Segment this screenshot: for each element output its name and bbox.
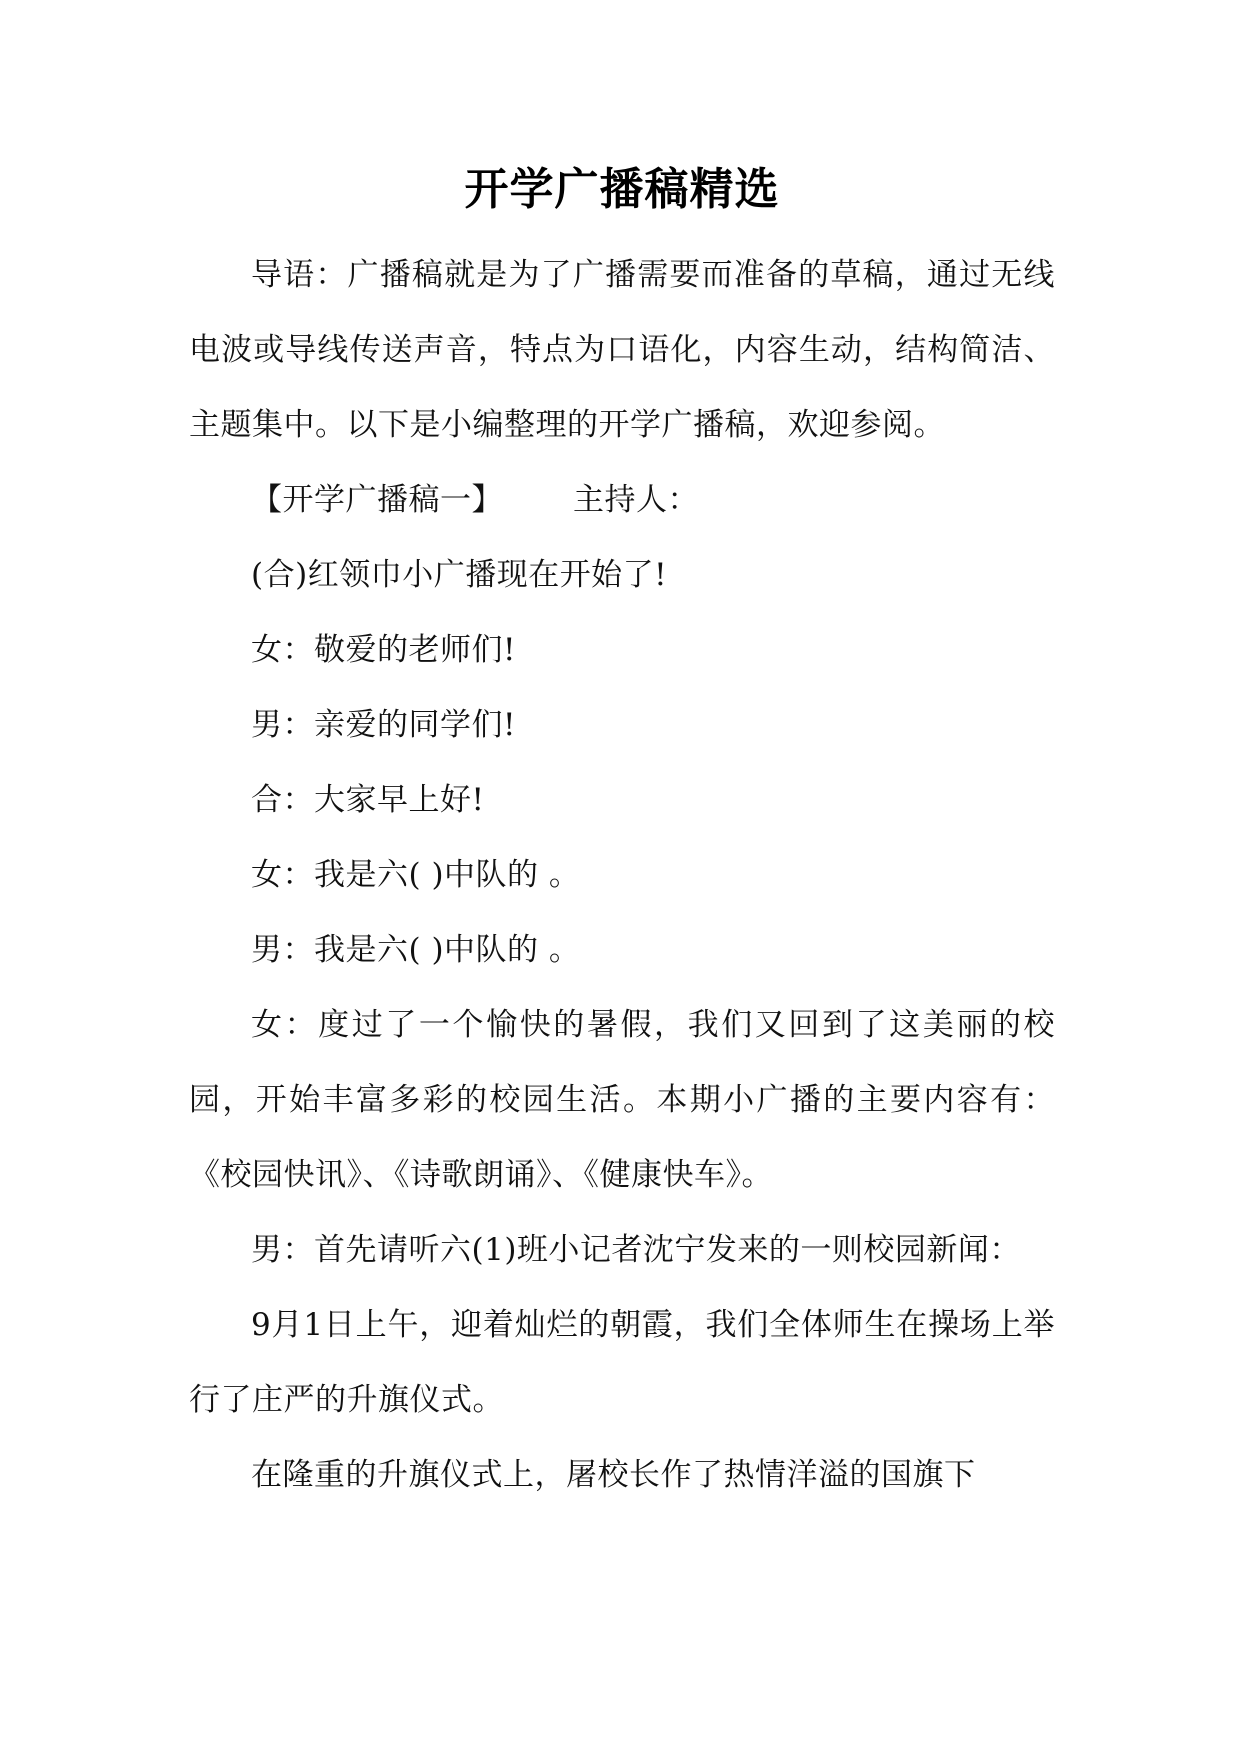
paragraph: 合：大家早上好! <box>251 782 485 818</box>
paragraph: (合)红领巾小广播现在开始了! <box>251 557 668 593</box>
document-content <box>189 160 1055 1513</box>
paragraph: 女：敬爱的老师们! <box>251 632 516 668</box>
paragraph: 在隆重的升旗仪式上，屠校长作了热情洋溢的国旗下 <box>251 1457 976 1493</box>
host-label: 主持人： <box>573 482 699 518</box>
paragraph: 女：我是六( )中队的 。 <box>251 857 581 893</box>
intro-paragraph: 导语：广播稿就是为了广播需要而准备的草稿，通过无线电波或导线传送声音，特点为口语化，内容生动，结构简洁、主题集中。以下是小编整理的开学广播稿，欢迎参阅。 <box>189 257 1055 443</box>
paragraph: 9月1日上午，迎着灿烂的朝霞，我们全体师生在操场上举行了庄严的升旗仪式。 <box>189 1307 1055 1418</box>
document-body <box>189 238 1055 1513</box>
section-heading: 【开学广播稿一】 <box>251 482 503 518</box>
paragraph: 男：我是六( )中队的 。 <box>251 932 581 968</box>
section-heading-line <box>189 463 1055 538</box>
document-title: 开学广播稿精选 <box>464 164 780 215</box>
paragraph: 男：亲爱的同学们! <box>251 707 516 743</box>
paragraph: 女：度过了一个愉快的暑假，我们又回到了这美丽的校园，开始丰富多彩的校园生活。本期小广播的主要内容有：《校园快讯》、《诗歌朗诵》、《健康快车》。 <box>189 1007 1055 1193</box>
paragraph: 男：首先请听六(1)班小记者沈宁发来的一则校园新闻： <box>251 1232 1021 1268</box>
